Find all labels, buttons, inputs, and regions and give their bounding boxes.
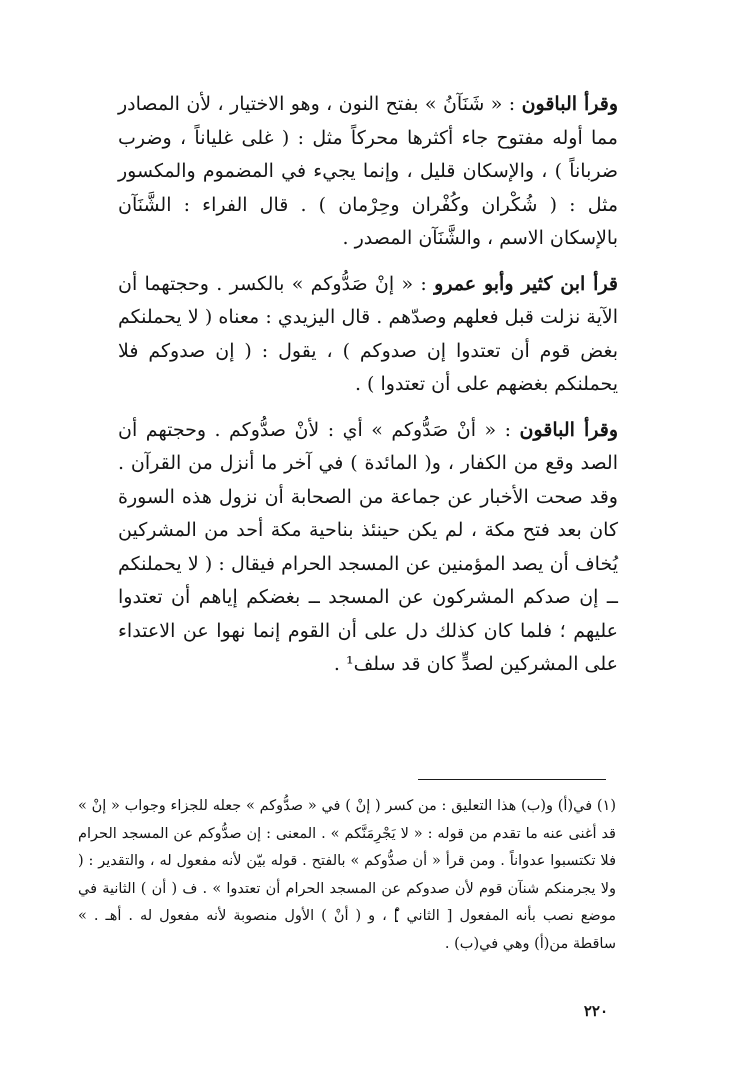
paragraph-body: : « إنْ صَدُّوكم » بالكسر . وحجتهما أن الآية نزلت قبل فعلهم وصدّهم . قال اليزيدي : معناه ( لا يحملنكم بغض قوم أن تعتدوا إن صدوكم ) ، يقول : ( إن صدوكم فلا يحملنكم بغضهم على أن تعتدوا ) . — [118, 272, 618, 395]
paragraph-body: : « شَنَآنُ » بفتح النون ، وهو الاختيار ، لأن المصادر مما أوله مفتوح جاء أكثرها محركاً مثل : ( غلى غلياناً ، وضرب ضرباناً ) ، والإسكان قليل ، وإنما يجيء في المضموم والمكسور مثل : ( شُكْران وكُفْران وحِرْمان ) . قال الفراء : الشَّنَآن بالإسكان الاسم ، والشَّنَآن المصدر . — [118, 93, 618, 249]
paragraph-1 — [118, 88, 618, 256]
paragraph-2 — [118, 268, 618, 402]
footnote-text: (١) في(أ) و(ب) هذا التعليق : من كسر ( إنْ ) في « صدُّوكم » جعله للجزاء وجواب « إنْ » قد أغنى عنه ما تقدم من قوله : « لا يَجْرِمَنَّكم » . المعنى : إن صدُّوكم عن المسجد الحرام فلا تكتسبوا عدواناً . ومن قرأ « أن صدُّوكم » بالفتح . قوله بيّن لأنه مفعول له ، والتقدير : ( ولا يجرمنكم شنآن قوم لأن صدوكم عن المسجد الحرام أن تعتدوا » . ف ( أن ) الثانية في موضع نصب بأنه المفعول [ الثاني ]ْ ، و ( أنْ ) الأول منصوبة لأنه مفعول له . أهـ . » ساقطة من(أ) وهي في(ب) . — [78, 798, 616, 952]
paragraph-3 — [118, 414, 618, 682]
paragraph-body: : « أنْ صَدُّوكم » أي : لأنْ صدُّوكم . وحجتهم أن الصد وقع من الكفار ، و( المائدة ) في آخر ما أنزل من القرآن . وقد صحت الأخبار عن جماعة من الصحابة أن نزول هذه السورة كان بعد فتح مكة ، لم يكن حينئذ بناحية مكة أحد من المشركين يُخاف أن يصد المؤمنين عن المسجد الحرام فيقال : ( لا يحملنكم ــ إن صدكم المشركون عن المسجد ــ بغضكم إياهم أن تعتدوا عليهم ؛ فلما كان كذلك دل على أن القوم إنما نهوا عن الاعتداء على المشركين لصدٍّ كان قد سلف¹ . — [118, 418, 618, 675]
main-text — [118, 88, 618, 694]
page-number: ٢٢٠ — [583, 1002, 608, 1020]
paragraph-lead: قرأ ابن كثير وأبو عمرو — [434, 272, 619, 295]
footnote — [78, 793, 616, 958]
paragraph-lead: وقرأ الباقون — [519, 418, 618, 441]
footnote-separator — [418, 779, 606, 780]
paragraph-lead: وقرأ الباقون — [521, 93, 619, 115]
